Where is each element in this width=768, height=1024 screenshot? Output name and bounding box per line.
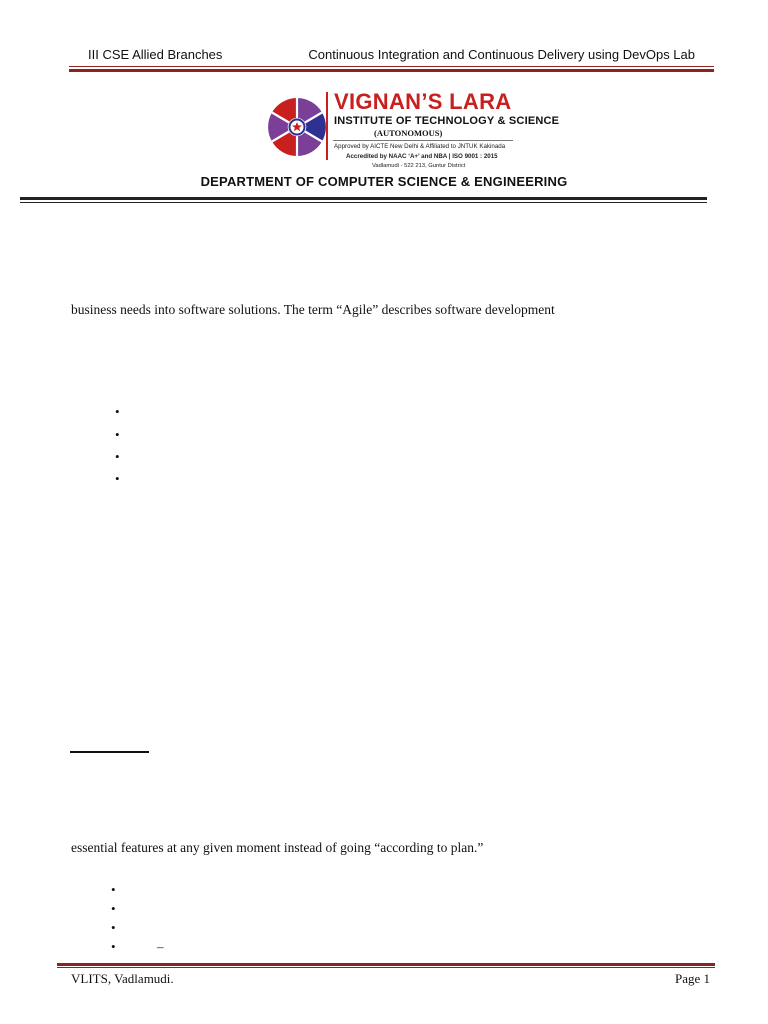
footer-institution: VLITS, Vadlamudi. xyxy=(71,971,174,986)
bullet-8: • xyxy=(111,939,116,954)
page-number: Page 1 xyxy=(674,971,710,986)
bullet-3: • xyxy=(115,449,120,464)
paragraph-plan: essential features at any given moment instead of going “according to plan.” xyxy=(71,840,484,855)
header-rule-thin xyxy=(69,66,714,67)
header-rule-thick xyxy=(69,69,714,72)
brand-separator xyxy=(333,140,513,141)
section-underline xyxy=(70,751,149,753)
bullet-4: • xyxy=(115,471,120,486)
bullet-2: • xyxy=(115,427,120,442)
brand-approved: Approved by AICTE New Delhi & Affiliated to JNTUK Kakinada xyxy=(334,143,506,150)
footer-rule-thick xyxy=(57,963,715,966)
brand-institute: INSTITUTE OF TECHNOLOGY & SCIENCE xyxy=(334,115,560,127)
footer-rule-thin xyxy=(57,967,715,968)
bullet-7: • xyxy=(111,920,116,935)
paragraph-agile: business needs into software solutions. The term “Agile” describes software development xyxy=(71,302,555,317)
bullet-6: • xyxy=(111,901,116,916)
department-title: DEPARTMENT OF COMPUTER SCIENCE & ENGINEERING xyxy=(200,174,568,189)
header-course: III CSE Allied Branches xyxy=(88,47,223,62)
department-rule-thick xyxy=(20,197,707,200)
department-rule-thin xyxy=(20,202,707,203)
brand-name: VIGNAN’S LARA xyxy=(334,89,512,114)
bullet-5: • xyxy=(111,882,116,897)
bullet-1: • xyxy=(115,404,120,419)
header-lab-title: Continuous Integration and Continuous Delivery using DevOps Lab xyxy=(308,47,695,62)
logo-divider xyxy=(326,92,328,160)
brand-autonomous: (AUTONOMOUS) xyxy=(374,128,443,138)
brand-accredited: Accredited by NAAC ‘A+’ and NBA | ISO 9001 : 2015 xyxy=(346,153,498,160)
dash-mark: – xyxy=(157,939,164,954)
vignan-emblem-icon xyxy=(266,96,328,158)
brand-address: Vadlamudi - 522 213, Guntur District xyxy=(372,163,466,169)
